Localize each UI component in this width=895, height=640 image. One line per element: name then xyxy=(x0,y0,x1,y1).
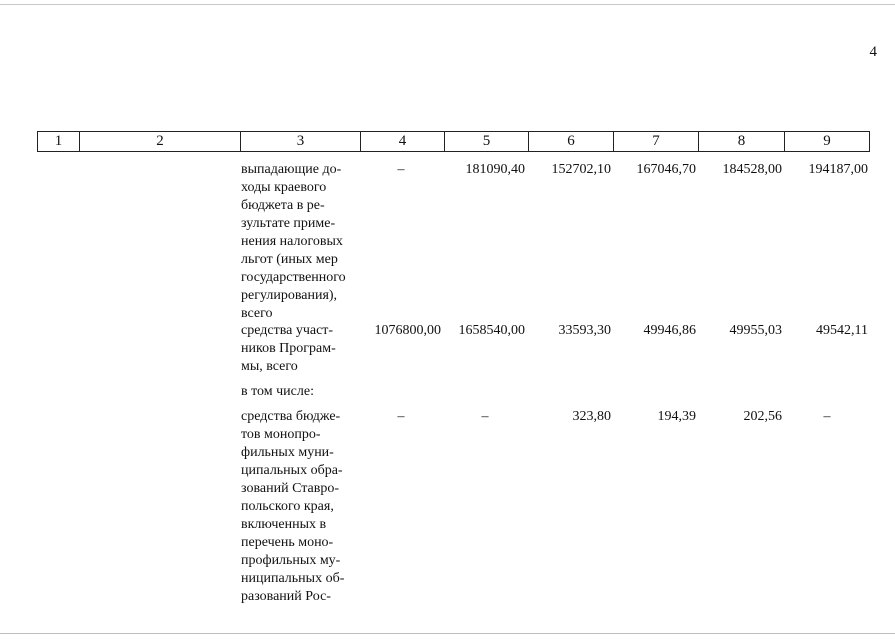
row-4-col-9: – xyxy=(823,409,831,424)
header-row xyxy=(38,132,870,152)
header-col-4: 4 xyxy=(361,132,445,152)
row-4-col-7: 194,39 xyxy=(657,409,696,424)
row-4-description: средства бюдже- тов монопро- фильных муни- ципальных обра- зований Ставро- польского края, включенных в перечень моно- профильных му- ниципальных об- разований Рос- xyxy=(241,409,345,604)
row-2-col-9: 49542,11 xyxy=(816,323,868,338)
row-2-col-4: 1076800,00 xyxy=(374,323,441,338)
scan-edge-top xyxy=(0,4,895,5)
header-col-5: 5 xyxy=(445,132,529,152)
row-4-col-6: 323,80 xyxy=(572,409,611,424)
row-1-description: выпадающие до- ходы краевого бюджета в ре- зультате приме- нения налоговых льгот (иных мер государственного регулирования), всего xyxy=(241,162,346,321)
row-4-col-8: 202,56 xyxy=(743,409,782,424)
row-1-col-6: 152702,10 xyxy=(551,162,611,177)
row-1-col-9: 194187,00 xyxy=(808,162,868,177)
header-col-9: 9 xyxy=(785,132,870,152)
row-2-col-7: 49946,86 xyxy=(643,323,696,338)
row-2-col-6: 33593,30 xyxy=(558,323,611,338)
scan-edge-bottom xyxy=(0,633,895,634)
header-col-2: 2 xyxy=(80,132,241,152)
row-4-col-4: – xyxy=(397,409,405,424)
header-col-7: 7 xyxy=(614,132,699,152)
row-1-col-8: 184528,00 xyxy=(722,162,782,177)
row-1-col-4: – xyxy=(397,162,405,177)
header-col-6: 6 xyxy=(529,132,614,152)
header-col-1: 1 xyxy=(38,132,80,152)
page-number: 4 xyxy=(869,44,877,60)
row-2-col-8: 49955,03 xyxy=(729,323,782,338)
row-3-description: в том числе: xyxy=(241,384,314,399)
header-col-3: 3 xyxy=(241,132,361,152)
row-1-col-5: 181090,40 xyxy=(465,162,525,177)
row-1-col-7: 167046,70 xyxy=(636,162,696,177)
row-4-col-5: – xyxy=(481,409,489,424)
row-2-col-5: 1658540,00 xyxy=(458,323,525,338)
header-col-8: 8 xyxy=(699,132,785,152)
row-2-description: средства участ- ников Програм- мы, всего xyxy=(241,323,336,374)
column-number-header xyxy=(37,131,870,152)
